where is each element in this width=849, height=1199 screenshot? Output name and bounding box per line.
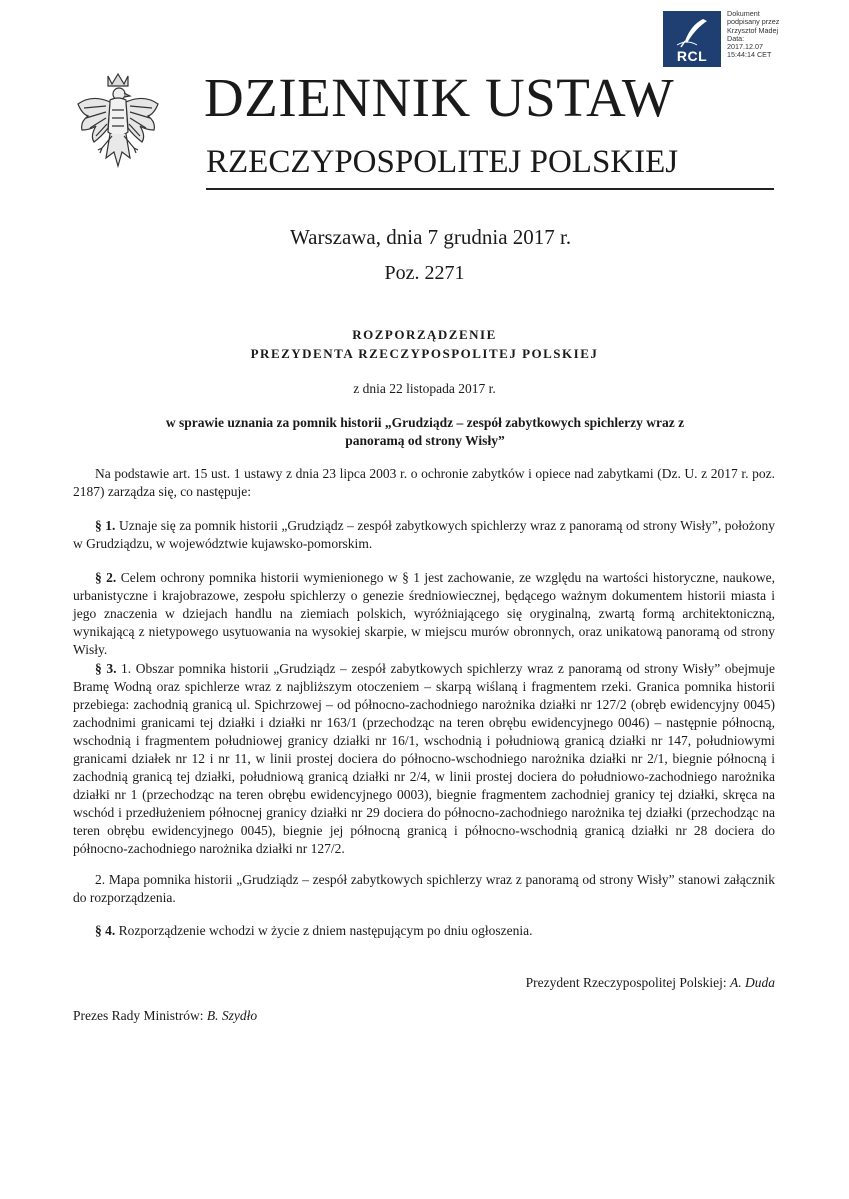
position-number: Poz. 2271	[384, 262, 465, 284]
section-1-text: Uznaje się za pomnik historii „Grudziądz – zespół zabytkowych spichlerzy wraz z panoramą od strony Wisły”, położony w Grudziądzu, w województwie kujawsko-pomorskim.	[73, 518, 775, 551]
signature-line: Krzysztof Madej	[727, 25, 779, 35]
section-3-label: § 3.	[95, 661, 117, 676]
signature-line: 2017.12.07	[727, 42, 763, 52]
signature-line: Data:	[727, 33, 745, 43]
rcl-logo	[663, 11, 721, 67]
polish-eagle-emblem-icon	[72, 70, 164, 178]
section-4-label: § 4.	[95, 923, 116, 938]
header-divider	[206, 188, 774, 190]
journal-subtitle: RZECZYPOSPOLITEJ POLSKIEJ	[206, 144, 679, 180]
journal-title: DZIENNIK USTAW	[204, 67, 675, 128]
quill-pen-icon	[673, 17, 711, 49]
signature-line: podpisany przez	[727, 17, 780, 27]
signature-line: Dokument	[727, 9, 760, 18]
digital-signature-block	[727, 10, 847, 60]
preamble: Na podstawie art. 15 ust. 1 ustawy z dnia 23 lipca 2003 r. o ochronie zabytków i opiece nad zabytkami (Dz. U. z 2017 r. poz. 2187) zarządza się, co następuje:	[73, 466, 775, 499]
rcl-logo-text: RCL	[676, 48, 708, 64]
section-3-text: 1. Obszar pomnika historii „Grudziądz – zespół zabytkowych spichlerzy wraz z panoramą od strony Wisły” obejmuje Bramę Wodną oraz spichlerze wraz z najbliższym otoczeniem – skarpą wiślaną i fragmentem rzeki. Granica pomnika historii przebiega: zachodnią granicą ul. Spichrzowej – od północno-zachodniego narożnika działki nr 127/2 (obręb ewidencyjny 0045) zachodnimi granicami tej działki i działki nr 163/1 (przechodząc na teren obrębu ewidencyjnego 0046) – następnie północną, wschodnią i fragmentem południowej granicy działki nr 16/1, wschodnią i południową granicą działki nr 147, południowymi granicami działek nr 12 i nr 11, w linii prostej dociera do północno-wschodniego narożnika działki nr 2/1, biegnie północną i zachodnią granicą tej działki, południową granicą działki nr 2/4, w linii prostej dociera do południowo-zachodniego narożnika działki nr 1 (przechodząc na teren obrębu ewidencyjnego 0003), biegnie fragmentem zachodniej granicy tej działki, skręca na wschód i przedłużeniem północnej granicy działki nr 29 dociera do północno-zachodniego narożnika tej działki (przechodząc na teren obrębu ewidencyjnego 0045), biegnie jej północną granicą i północno-wschodnią granicą działki nr 28 dociera do północno-zachodniego narożnika działki nr 127/2.	[73, 661, 776, 856]
section-4-text: Rozporządzenie wchodzi w życie z dniem następującym po dniu ogłoszenia.	[115, 923, 533, 938]
president-name: A. Duda	[730, 975, 775, 990]
section-3	[73, 660, 775, 858]
section-1-label: § 1.	[95, 518, 116, 533]
signature-line: 15:44:14 CET	[727, 50, 772, 60]
section-2-label: § 2.	[95, 570, 117, 585]
prime-minister-role: Prezes Rady Ministrów:	[73, 1008, 207, 1023]
section-2-text: Celem ochrony pomnika historii wymienionego w § 1 jest zachowanie, ze względu na wartości historyczne, naukowe, urbanistyczne i krajobrazowe, zespołu spichlerzy o genezie średniowiecznej, będącego ważnym dokumentem historii miasta i jego znaczenia w dziejach handlu na ziemiach polskich, wyróżniającego się oryginalną, zwartą formą architektoniczną, wynikającą z nietypowego usytuowania na wysokiej skarpie, w miejscu murów obronnych, oraz unikatową panoramą od strony Wisły.	[73, 570, 776, 657]
president-signature	[380, 975, 775, 991]
prime-minister-name: B. Szydło	[206, 1008, 258, 1023]
section-2	[73, 569, 775, 659]
section-3-paragraph-2: 2. Mapa pomnika historii „Grudziądz – zespół zabytkowych spichlerzy wraz z panoramą od strony Wisły” stanowi załącznik do rozporządzenia.	[73, 872, 775, 905]
section-4	[73, 922, 775, 940]
prime-minister-signature	[73, 1008, 257, 1024]
act-issuer: PREZYDENTA RZECZYPOSPOLITEJ POLSKIEJ	[250, 346, 599, 361]
president-role: Prezydent Rzeczypospolitej Polskiej:	[525, 975, 730, 990]
publication-date: Warszawa, dnia 7 grudnia 2017 r.	[290, 225, 572, 249]
act-date: z dnia 22 listopada 2017 r.	[353, 381, 496, 396]
act-subject: w sprawie uznania za pomnik historii „Grudziądz – zespół zabytkowych spichlerzy wraz z panoramą od strony Wisły”	[165, 415, 685, 448]
section-1	[73, 517, 775, 553]
act-type: ROZPORZĄDZENIE	[352, 327, 497, 342]
